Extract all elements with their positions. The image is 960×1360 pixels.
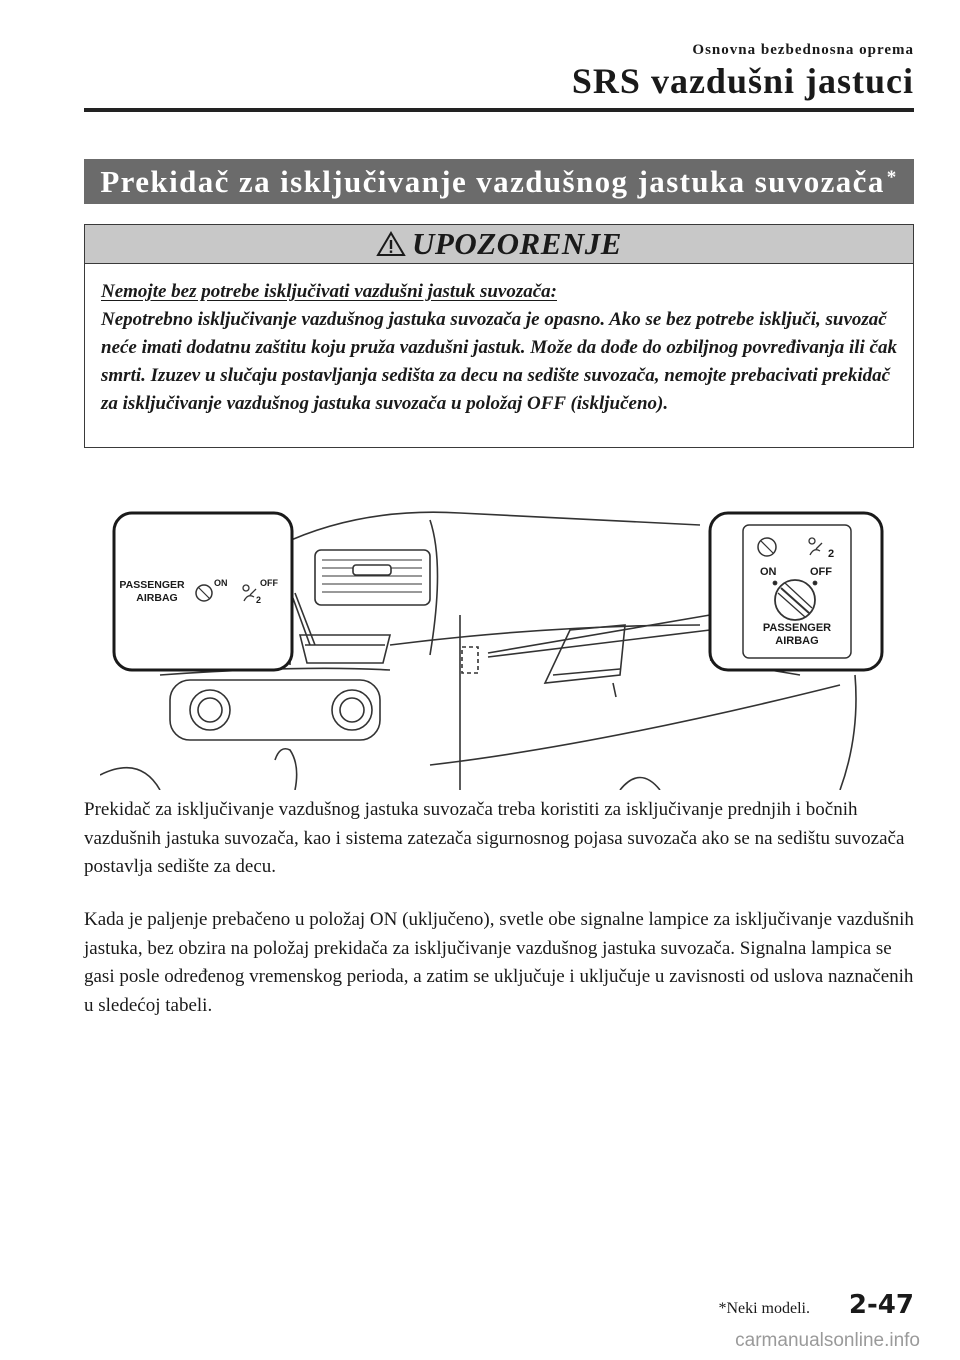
section-title-bar — [84, 159, 914, 204]
footnote: *Neki modeli. — [718, 1300, 810, 1317]
running-header-title: SRS vazdušni jastuci — [571, 61, 914, 101]
warning-body — [85, 264, 913, 418]
right-on-label: ON — [760, 566, 777, 578]
left-off-label: OFF — [260, 578, 278, 588]
right-switch-callout — [710, 513, 882, 670]
left-switch-callout — [114, 513, 292, 670]
right-airbag-label: AIRBAG — [775, 635, 819, 647]
section-title: Prekidač za isključivanje vazdušnog jastuka suvozača — [100, 163, 885, 199]
watermark: carmanualsonline.info — [735, 1330, 920, 1351]
header-rule — [84, 108, 914, 112]
left-airbag-label: AIRBAG — [136, 592, 178, 604]
warning-triangle-icon — [376, 231, 406, 257]
section-asterisk: * — [886, 166, 898, 188]
left-number-label: 2 — [256, 595, 262, 605]
dashboard-illustration — [100, 505, 900, 790]
page-number: 2-47 — [848, 1290, 914, 1320]
right-off-label: OFF — [810, 566, 832, 578]
right-passenger-label: PASSENGER — [762, 622, 832, 634]
warning-header — [85, 225, 913, 264]
running-header-subtitle: Osnovna bezbednosna oprema — [692, 42, 914, 58]
warning-text: Nepotrebno isključivanje vazdušnog jastuka suvozača je opasno. Ako se bez potrebe isključi, suvozač neće imati dodatnu zaštitu koju pruža vazdušni jastuk. Može da dođe do ozbiljnog povređivanja ili čak smrti. Izuzev u slučaju postavljanja sedišta za decu na sedište suvozača, nemojte prebacivati prekidač za isključivanje vazdušnog jastuka suvozača u položaj OFF (isključeno). — [101, 309, 897, 414]
warning-title: Nemojte bez potrebe isključivati vazdušni jastuk suvozača: — [101, 281, 557, 302]
warning-box — [84, 224, 914, 448]
body-paragraph-1: Prekidač za isključivanje vazdušnog jastuka suvozača treba koristiti za isključivanje prednjih i bočnih vazdušnih jastuka suvozača, kao i sistema zatezača sigurnosnog pojasa suvozača ako se na sedištu suvozača postavlja sedište za decu. — [84, 799, 905, 877]
left-on-label: ON — [214, 578, 228, 588]
warning-label: UPOZORENJE — [412, 226, 622, 261]
right-number-label: 2 — [828, 548, 835, 560]
left-passenger-label: PASSENGER — [119, 579, 185, 591]
body-paragraph-2: Kada je paljenje prebačeno u položaj ON (uključeno), svetle obe signalne lampice za isključivanje vazdušnih jastuka, bez obzira na položaj prekidača za isključivanje vazdušnog jastuka suvozača. Signalna lampica se gasi posle određenog vremenskog perioda, a zatim se uključuje i uključuje u zavisnosti od uslova naznačenih u sledećoj tabeli. — [84, 909, 914, 1016]
